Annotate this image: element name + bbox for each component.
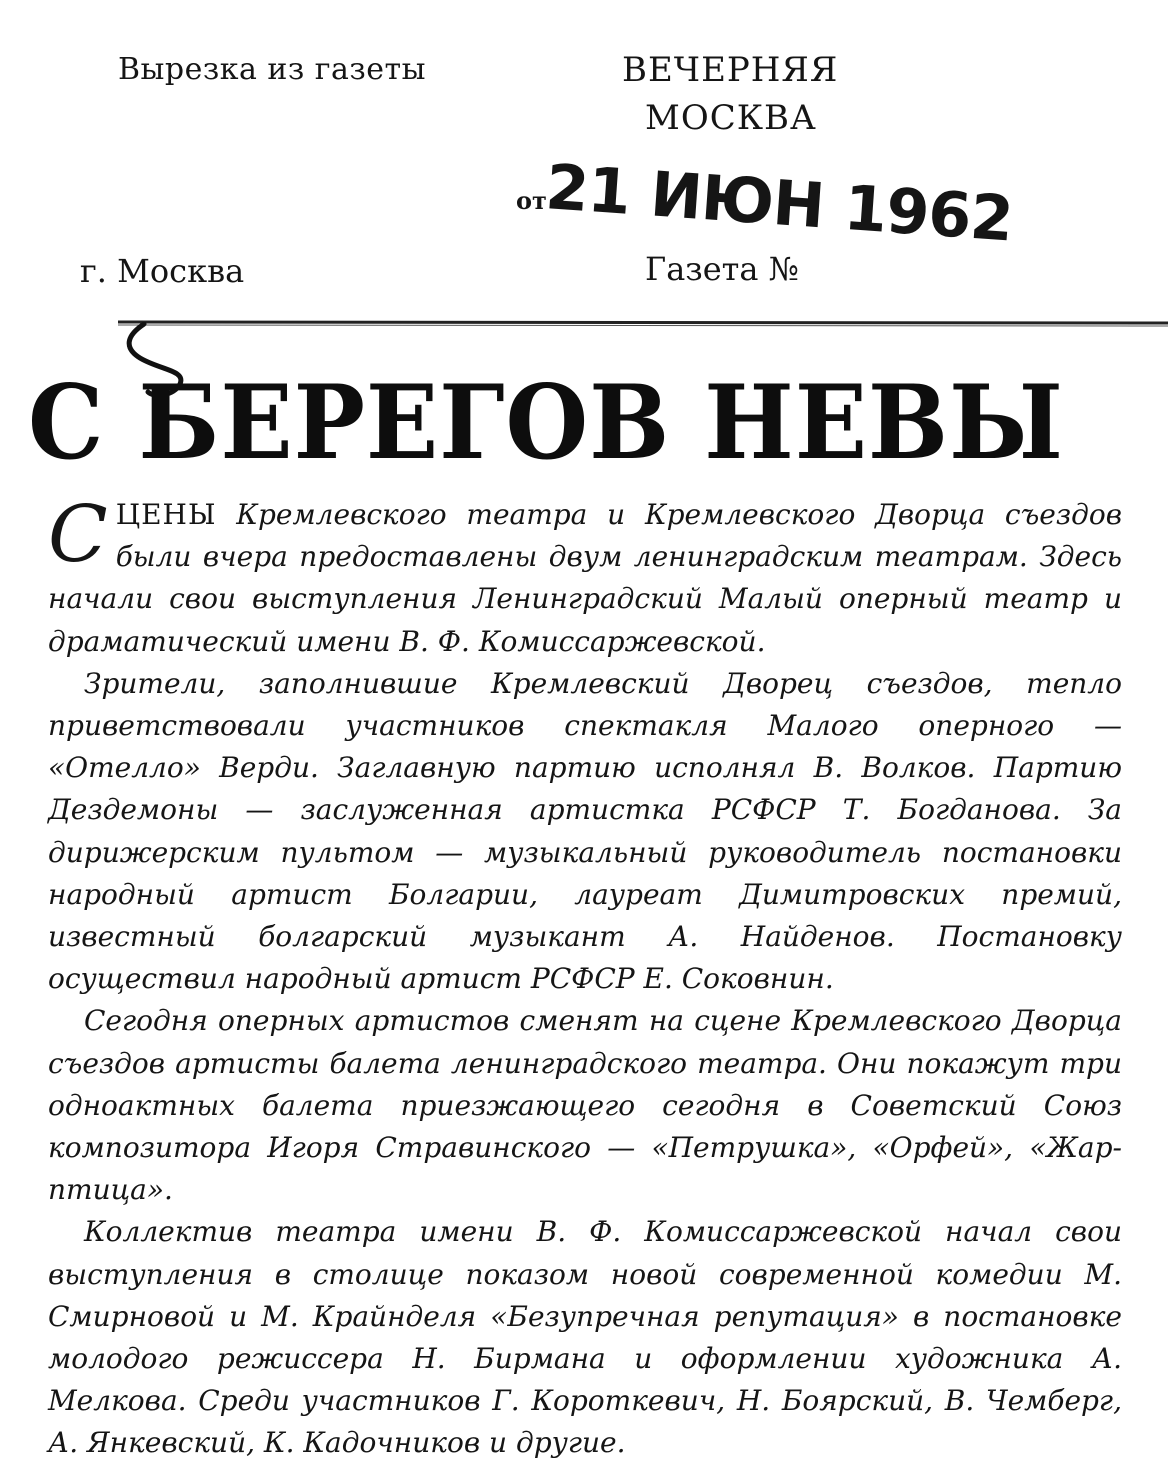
date-prefix: от [516,186,547,215]
article-paragraph: Сегодня оперных артистов сменят на сцене Кремлевского Дворца съездов артисты балета ленинградского театра. Они покажут три одноактных балета приезжающего сегодня в Советский Союз композитора Игоря Стравинского — «Петрушка», «Орфей», «Жар-птица». [48,1004,1122,1207]
article-headline: С БЕРЕГОВ НЕВЫ [28,363,1064,483]
newspaper-name-line2: МОСКВА [645,98,817,138]
clipping-header [0,0,1175,330]
header-divider [118,316,1168,330]
article-paragraph: Зрители, заполнившие Кремлевский Дворец съездов, тепло приветствовали участников спектакля Малого оперного — «Отелло» Верди. Заглавную партию исполнял В. Волков. Партию Дездемоны — заслуженная артистка РСФСР Т. Богданова. За дирижерским пультом — музыкальный руководитель постановки народный артист Болгарии, лауреат Димитровских премий, известный болгарский музыкант А. Найденов. Постановку осуществил народный артист РСФСР Е. Соковнин. [48,666,1122,996]
article-paragraph-text: Кремлевского театра и Кремлевского Дворца съездов были вчера предоставлены двум ленинградским театрам. Здесь начали свои выступления Ленинградский Малый оперный театр и драматический имени В. Ф. Комиссаржевской. [48,498,1122,658]
newspaper-name-line1: ВЕЧЕРНЯЯ [622,50,839,90]
article-paragraph: Коллектив театра имени В. Ф. Комиссаржевской начал свои выступления в столице показом новой современной комедии М. Смирновой и М. Крайнделя «Безупречная репутация» в постановке молодого режиссера Н. Бирмана и оформлении художника А. Мелкова. Среди участников Г. Короткевич, Н. Боярский, В. Чемберг, А. Янкевский, К. Кадочников и другие. [48,1215,1122,1460]
clipping-label: Вырезка из газеты [118,52,427,87]
article-paragraph [48,490,1122,663]
article-body [48,490,1122,1465]
date-stamp: 21 ИЮН 1962 [543,150,1015,256]
article-first-word: ЦЕНЫ [115,498,217,531]
drop-cap: С [48,490,108,580]
city-label: г. Москва [80,252,245,290]
gazeta-number-label: Газета № [645,250,799,288]
